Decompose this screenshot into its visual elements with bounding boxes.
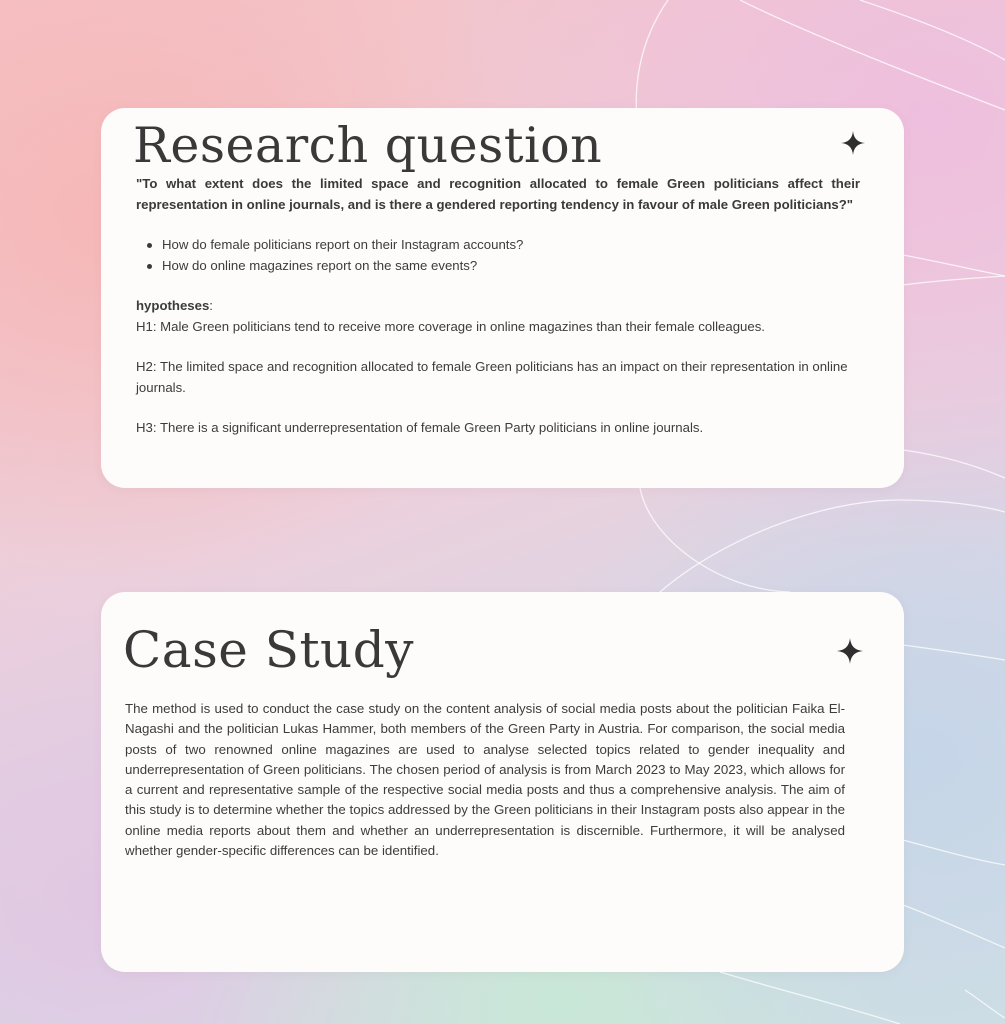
hypotheses-label: hypotheses: [136, 298, 210, 313]
hypothesis-h2: H2: The limited space and recognition allocated to female Green politicians has an impact on their representation in online journals.: [136, 359, 848, 395]
sub-question-item: How do female politicians report on their Instagram accounts?: [146, 235, 860, 256]
sub-questions-list: [146, 235, 860, 276]
hypotheses-heading: [136, 296, 860, 317]
main-research-question: "To what extent does the limited space and recognition allocated to female Green politicians affect their representation in online journals, and is there a gendered reporting tendency in favour of male Green politicians?": [136, 176, 860, 212]
case-study-card: [101, 592, 904, 972]
research-question-title: Research question: [133, 117, 603, 174]
hypothesis-h3: H3: There is a significant underrepresentation of female Green Party politicians in online journals.: [136, 420, 704, 435]
sub-question-item: How do online magazines report on the same events?: [146, 256, 860, 277]
hypotheses-colon: :: [209, 298, 213, 313]
sparkle-icon: [837, 638, 863, 664]
research-question-body: [136, 174, 860, 439]
sparkle-icon: [841, 131, 865, 155]
hypothesis-h1: H1: Male Green politicians tend to receive more coverage in online magazines than their female colleagues.: [136, 318, 765, 334]
case-study-title: Case Study: [123, 621, 415, 679]
case-study-body: The method is used to conduct the case study on the content analysis of social media posts about the politician Faika El-Nagashi and the politician Lukas Hammer, both members of the Green Party in Austria. For comparison, the social media posts of two renowned online magazines are used to analyse selected topics related to gender inequality and underrepresentation of Green politicians. The chosen period of analysis is from March 2023 to May 2023, which allows for a current and representative sample of the respective social media posts and thus a comprehensive analysis. The aim of this study is to determine whether the topics addressed by the Green politicians in their Instagram posts also appear in the online media reports about them and whether an underrepresentation is discernible. Furthermore, it will be analysed whether gender-specific differences can be identified.: [125, 701, 845, 859]
research-question-card: [101, 108, 904, 488]
